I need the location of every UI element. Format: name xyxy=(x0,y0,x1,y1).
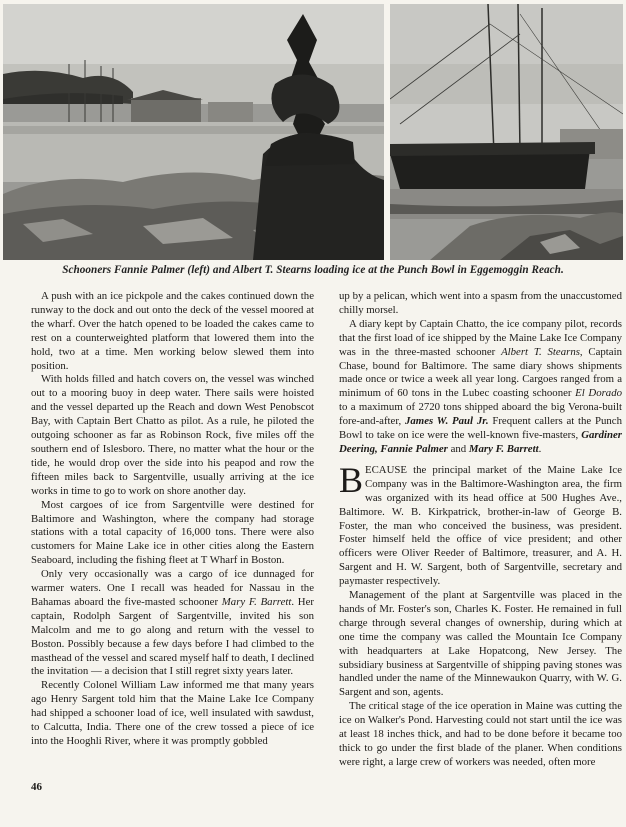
text-span: and xyxy=(447,442,469,455)
ship-name: Albert T. Stearns xyxy=(501,345,580,358)
section-gap xyxy=(339,457,622,464)
text-span: , Captain Chase, bound for Baltimore. The same diary shows shipments made once or twice a week all year long. Cargoes ranged from a minimum of 60 tons in the Lubec coasting schooner xyxy=(339,345,622,400)
text-span: A diary kept by Captain Chatto, the ice company pilot, records that the first load of ice shipped by the Maine Lake Ice Company was in the three-masted schooner xyxy=(339,317,622,358)
ship-name: James W. Paul Jr. xyxy=(405,415,489,428)
paragraph xyxy=(339,318,622,457)
text-span: to a maximum of 2720 tons shipped aboard the big Verona-built fore-and-after, xyxy=(339,401,622,428)
ship-name: Mary F. Barrett xyxy=(468,442,539,455)
paragraph xyxy=(31,568,314,679)
photo-right-image xyxy=(390,4,623,260)
photo-caption: Schooners Fannie Palmer (left) and Albert T. Stearns loading ice at the Punch Bowl in Eggemoggin Reach. xyxy=(62,264,564,276)
ship-name: El Dorado xyxy=(575,387,622,400)
article-column-right xyxy=(339,290,622,770)
paragraph: up by a pelican, which went into a spasm from the unaccustomed chilly morsel. xyxy=(339,290,622,316)
paragraph: Management of the plant at Sargentville was placed in the hands of Mr. Foster's son, Charles K. Foster. He remained in full charge through several changes of ownership, during which at one time the company was called the Mountain Ice Company with headquarters at Lake Hopatcong, New Jersey. The subsidiary business at Sargentville of shipping paving stones was handled under the name of the Minnewaukon Quarry, with W. G. Sargent and son, agents. xyxy=(339,589,622,699)
text-span: Frequent callers at the Punch Bowl to take on ice were the well-known five-masters, xyxy=(339,415,622,442)
drop-cap: B xyxy=(339,459,364,500)
text-span: Only very occasionally was a cargo of ice dunnaged for warmer waters. One I recall was headed for Nassau in the Bahamas aboard the five-masted schooner xyxy=(31,568,314,608)
page-number: 46 xyxy=(31,781,42,793)
paragraph: Recently Colonel William Law informed me that many years ago Henry Sargent told him that the Maine Lake Ice Company had shipped a schooner load of ice, well insulated with sawdust, to Calcutta, India. There one of the crew tossed a piece of ice into the Hooghli River, where it was promptly gobbled xyxy=(31,679,314,747)
paragraph: With holds filled and hatch covers on, the vessel was winched out to a mooring buoy in deep water. There sails were hoisted and the vessel departed up the Reach and down West Penobscot Bay, with Captain Bert Chatto as pilot. As a rule, he piloted the outgoing schooner as far as Robinson Rock, five miles off the southern end of Islesboro. There, no matter what the hour or the tide, he would drop over the side into his peapod and row the fifteen miles back to Sargentville, usually arriving at the ice works in time to go to work on shore another day. xyxy=(31,373,314,497)
paragraph: A push with an ice pickpole and the cakes continued down the runway to the dock and out onto the deck of the vessel moored at the wharf. Over the hatch opened to be loaded the cakes came to rest on a counterweighted platform that lowered them into the hold, two at a time. Men working below slewed them into position. xyxy=(31,290,314,372)
text-span: . xyxy=(538,442,542,455)
paragraph: The critical stage of the ice operation in Maine was cutting the ice on Walker's Pond. Harvesting could not start until the ice was at least 18 inches thick, and had to be done before it became too thick to go under the first blade of the planer. When conditions were right, a large crew of workers was needed, often more xyxy=(339,700,622,768)
photo-left-image xyxy=(3,4,384,260)
photo-fannie-palmer xyxy=(3,4,384,260)
photo-albert-t-stearns xyxy=(390,4,623,260)
text-span: ECAUSE the principal market of the Maine Lake Ice Company was in the Baltimore-Washington area, the firm was organized with its head office at 500 Hughes Ave., Baltimore. W. B. Kirkpatrick, brother-in-law of George B. Foster, the man who conceived the business, was president. Foster himself held the office of vice president; and other officers were Oliver Reeder of Baltimore, treasurer, and A. H. Sargent and H. W. Sargent, both of Sargentville, secretary and paymaster respectively. xyxy=(339,463,622,588)
ship-name: Mary F. Barrett xyxy=(221,595,292,608)
paragraph-dropcap xyxy=(339,459,622,589)
text-span: . Her captain, Rodolph Sargent of Sargentville, invited his son Malcolm and me to go along and return with the vessel to Boston. Possibly because a few days before I had climbed to the masthead of the vessel and scared myself half to death, I declined the invitation — a decision that I still regret sixty years later. xyxy=(31,595,315,678)
ship-name: Gardiner Deering, Fannie Palmer xyxy=(339,429,622,455)
paragraph: Most cargoes of ice from Sargentville were destined for Baltimore and Washington, where the company had storage stations with a total capacity of 16,000 tons. There were also customers for Maine Lake ice in other cities along the Eastern Seaboard, including the fishing fleet at T Wharf in Boston. xyxy=(31,498,314,567)
article-column-left xyxy=(31,290,314,749)
